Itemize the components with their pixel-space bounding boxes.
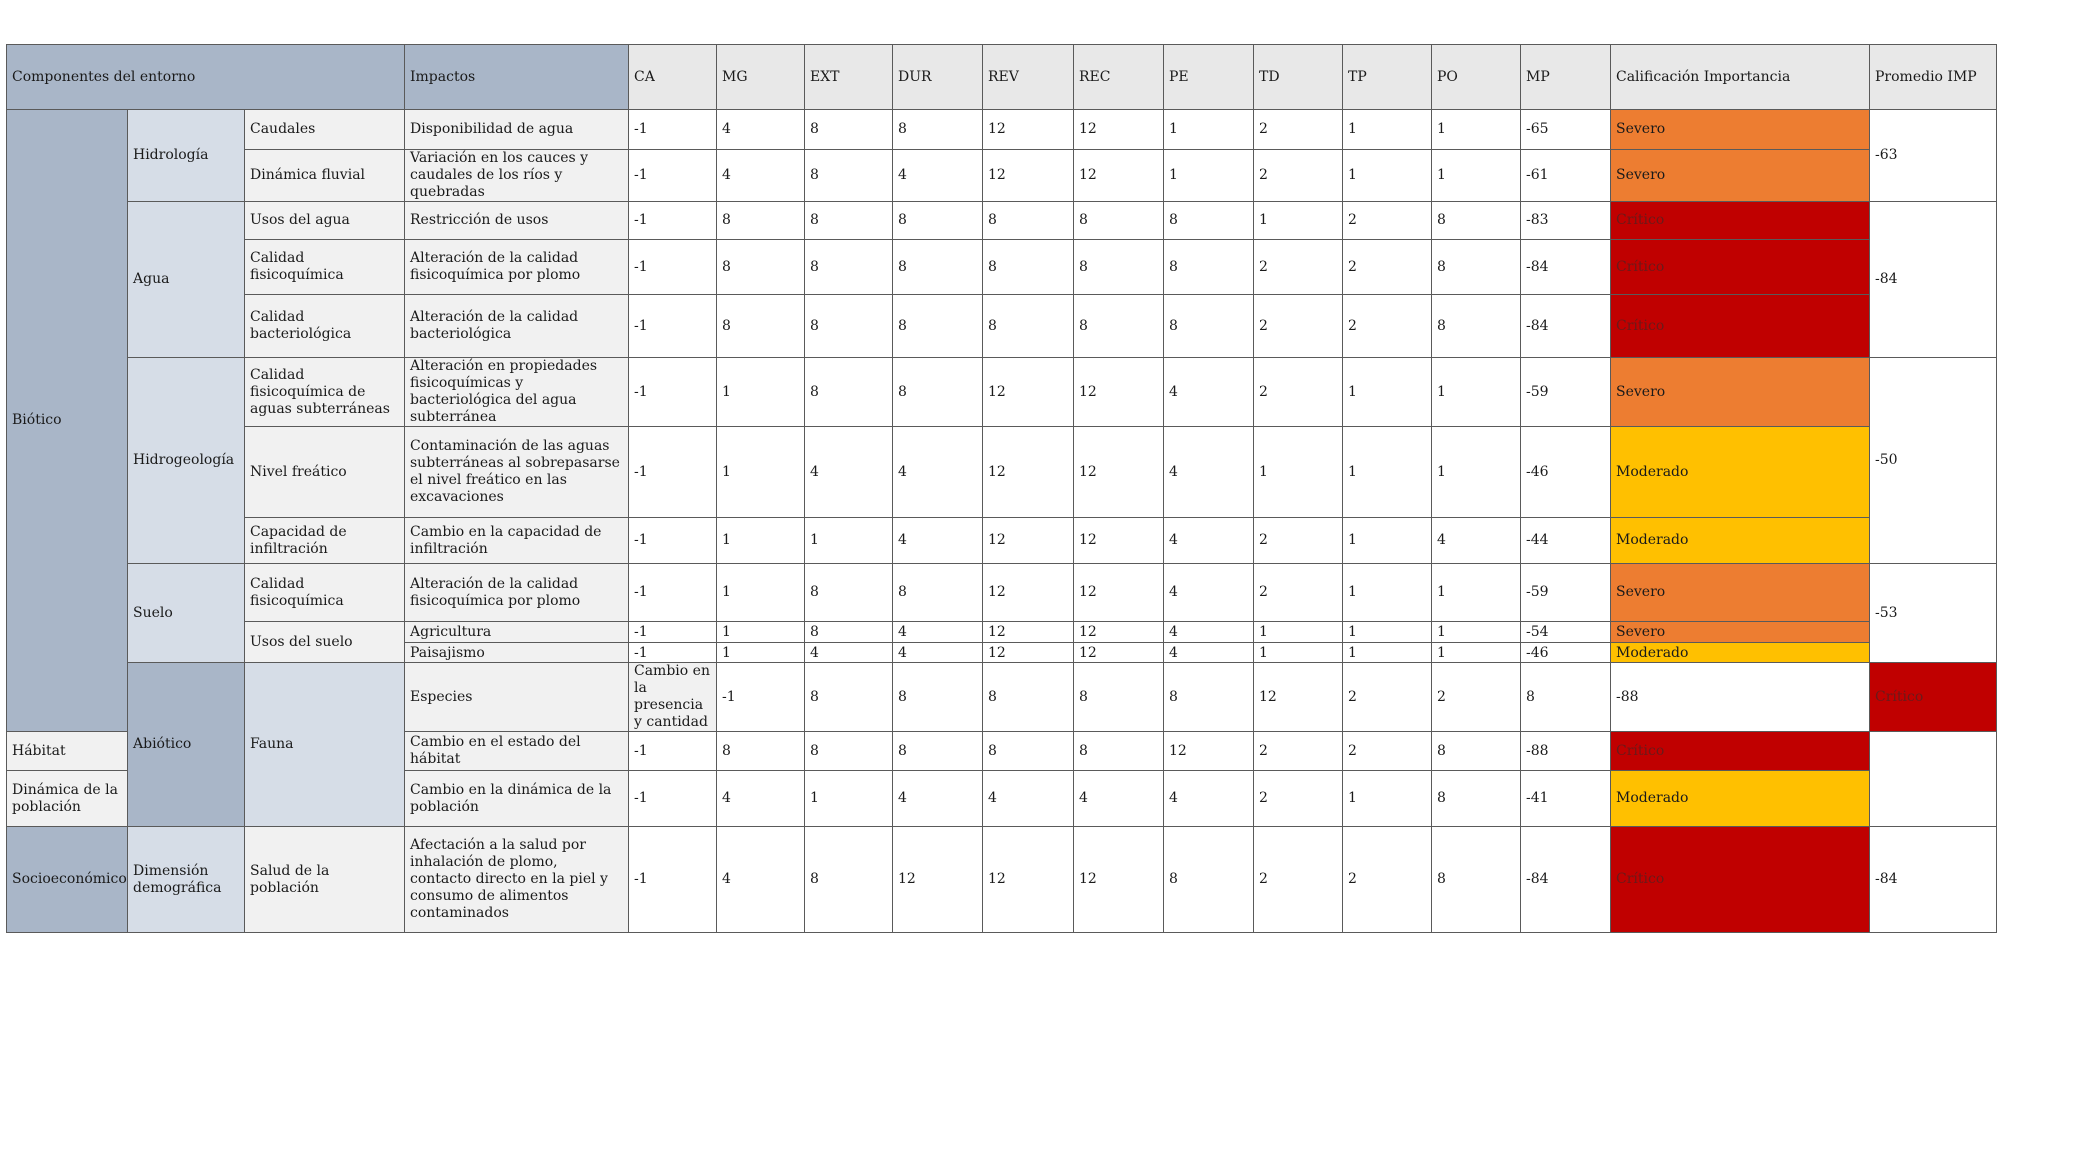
table-row: [7, 202, 1997, 240]
component-element: Capacidad de infiltración: [245, 518, 405, 564]
table-row: [7, 827, 1997, 933]
table-row: [7, 564, 1997, 622]
header-td: TD: [1254, 45, 1343, 110]
value-td: 1: [1254, 622, 1343, 643]
value-ext: 1: [805, 518, 893, 564]
value-ca: -1: [629, 518, 717, 564]
value-mg: 1: [717, 427, 805, 518]
value-ext: 8: [805, 110, 893, 150]
header-pe: PE: [1164, 45, 1254, 110]
value-mp: -61: [1521, 150, 1611, 202]
value-mp: -54: [1521, 622, 1611, 643]
value-ca: -1: [629, 150, 717, 202]
value-mg: 8: [717, 732, 805, 771]
value-mg: 8: [717, 240, 805, 295]
value-pe: 4: [1164, 358, 1254, 427]
value-td: 2: [1254, 150, 1343, 202]
value-rev: 8: [983, 295, 1074, 358]
value-rev: 12: [983, 358, 1074, 427]
value-tp: 1: [1343, 427, 1432, 518]
value-ca: -1: [629, 732, 717, 771]
component-subcategory: Agua: [128, 202, 245, 358]
header-rev: REV: [983, 45, 1074, 110]
value-rec: 12: [1074, 110, 1164, 150]
value-po: 8: [1432, 771, 1521, 827]
value-ca: -1: [629, 358, 717, 427]
value-mg: 1: [717, 622, 805, 643]
impact-description: Alteración de la calidad fisicoquímica por plomo: [405, 240, 629, 295]
value-rec: 12: [1074, 427, 1164, 518]
value-rev: 12: [983, 564, 1074, 622]
importance-rating-badge: Moderado: [1611, 427, 1870, 518]
component-element: Calidad fisicoquímica de aguas subterráneas: [245, 358, 405, 427]
value-mp: -83: [1521, 202, 1611, 240]
value-ext: 4: [805, 427, 893, 518]
value-rec: 12: [1074, 643, 1164, 663]
value-ca: -1: [629, 643, 717, 663]
value-dur: 12: [893, 827, 983, 933]
value-mp: -84: [1521, 827, 1611, 933]
value-rec: 8: [1164, 663, 1254, 732]
value-mp: -65: [1521, 110, 1611, 150]
value-ext: 4: [805, 643, 893, 663]
value-rec: 12: [1074, 150, 1164, 202]
value-dur: 8: [893, 240, 983, 295]
header-ext: EXT: [805, 45, 893, 110]
header-impacts: Impactos: [405, 45, 629, 110]
header-components: Componentes del entorno: [7, 45, 405, 110]
average-importance: -84: [1870, 827, 1997, 933]
value-mg: 1: [717, 518, 805, 564]
value-mg: 1: [717, 358, 805, 427]
component-category: Biótico: [7, 110, 128, 732]
value-dur: 8: [893, 732, 983, 771]
value-tp: 2: [1432, 663, 1521, 732]
value-ca: -1: [629, 622, 717, 643]
header-rec: REC: [1074, 45, 1164, 110]
value-td: 1: [1254, 643, 1343, 663]
value-mp: -59: [1521, 564, 1611, 622]
value-rec: 12: [1074, 827, 1164, 933]
value-dur: 4: [893, 643, 983, 663]
component-element: Calidad fisicoquímica: [245, 240, 405, 295]
value-dur: 4: [893, 518, 983, 564]
importance-rating-badge: Crítico: [1611, 202, 1870, 240]
header-tp: TP: [1343, 45, 1432, 110]
table-row: [7, 150, 1997, 202]
importance-rating-badge: Crítico: [1611, 732, 1870, 771]
value-pe: 8: [1164, 202, 1254, 240]
component-element: Nivel freático: [245, 427, 405, 518]
header-mg: MG: [717, 45, 805, 110]
importance-rating-badge: Moderado: [1611, 518, 1870, 564]
table-row: [7, 518, 1997, 564]
value-mp: -59: [1521, 358, 1611, 427]
value-td: 2: [1254, 240, 1343, 295]
value-td: 2: [1254, 295, 1343, 358]
value-ext: 8: [805, 295, 893, 358]
value-tp: 2: [1343, 732, 1432, 771]
table-row: [7, 427, 1997, 518]
value-ext: 8: [893, 663, 983, 732]
header-row: [7, 45, 1997, 110]
value-ext: 8: [805, 732, 893, 771]
header-rating: Calificación Importancia: [1611, 45, 1870, 110]
value-mp: -44: [1521, 518, 1611, 564]
component-subcategory: Fauna: [245, 663, 405, 827]
value-mp: -84: [1521, 295, 1611, 358]
value-mp: -88: [1611, 663, 1870, 732]
value-tp: 1: [1343, 622, 1432, 643]
value-po: 8: [1432, 827, 1521, 933]
value-mg: 4: [717, 110, 805, 150]
header-ca: CA: [629, 45, 717, 110]
component-subcategory: Hidrogeología: [128, 358, 245, 564]
value-ca: -1: [629, 564, 717, 622]
value-rev: 4: [983, 771, 1074, 827]
importance-rating-badge: Moderado: [1611, 771, 1870, 827]
average-importance: -63: [1870, 110, 1997, 202]
value-td: 2: [1254, 827, 1343, 933]
value-mg: 8: [717, 295, 805, 358]
value-tp: 2: [1343, 202, 1432, 240]
table-row: [7, 663, 1997, 732]
value-ca: -1: [629, 240, 717, 295]
value-tp: 2: [1343, 295, 1432, 358]
value-ext: 8: [805, 827, 893, 933]
value-po: 8: [1432, 732, 1521, 771]
importance-rating-badge: Moderado: [1611, 643, 1870, 663]
value-rec: 4: [1074, 771, 1164, 827]
importance-rating-badge: Severo: [1611, 358, 1870, 427]
impact-description: Cambio en la presencia y cantidad: [629, 663, 717, 732]
value-rec: 12: [1074, 622, 1164, 643]
impact-description: Contaminación de las aguas subterráneas al sobrepasarse el nivel freático en las excavaciones: [405, 427, 629, 518]
value-pe: 4: [1164, 643, 1254, 663]
value-mg: 4: [717, 771, 805, 827]
value-td: 2: [1254, 564, 1343, 622]
value-tp: 1: [1343, 150, 1432, 202]
component-subcategory: Suelo: [128, 564, 245, 663]
value-mg: 1: [717, 564, 805, 622]
value-rec: 8: [1074, 240, 1164, 295]
impact-description: Variación en los cauces y caudales de los ríos y quebradas: [405, 150, 629, 202]
value-rev: 12: [983, 110, 1074, 150]
value-pe: 12: [1254, 663, 1343, 732]
value-pe: 4: [1164, 427, 1254, 518]
value-pe: 8: [1164, 240, 1254, 295]
value-rev: 12: [983, 827, 1074, 933]
matrix-body: [7, 110, 1997, 933]
average-importance: -84: [1870, 202, 1997, 358]
importance-rating-badge: Crítico: [1611, 295, 1870, 358]
value-tp: 1: [1343, 643, 1432, 663]
value-tp: 2: [1343, 827, 1432, 933]
component-element: Salud de la población: [245, 827, 405, 933]
value-rec: 12: [1074, 518, 1164, 564]
importance-rating-badge: Crítico: [1611, 827, 1870, 933]
value-rev: 12: [983, 427, 1074, 518]
value-po: 1: [1432, 643, 1521, 663]
table-row: [7, 358, 1997, 427]
table-row: [7, 110, 1997, 150]
value-mp: -46: [1521, 643, 1611, 663]
importance-rating-badge: Severo: [1611, 564, 1870, 622]
value-po: 8: [1432, 295, 1521, 358]
component-element: Especies: [405, 663, 629, 732]
value-rec: 8: [1074, 202, 1164, 240]
value-po: 4: [1432, 518, 1521, 564]
average-importance: -53: [1870, 564, 1997, 663]
value-mg: 8: [805, 663, 893, 732]
value-po: 1: [1432, 427, 1521, 518]
impact-description: Cambio en la dinámica de la población: [405, 771, 629, 827]
impact-description: Alteración de la calidad bacteriológica: [405, 295, 629, 358]
value-po: 8: [1521, 663, 1611, 732]
value-rev: 12: [983, 150, 1074, 202]
value-dur: 4: [893, 622, 983, 643]
value-rev: 8: [983, 732, 1074, 771]
average-importance: -50: [1870, 358, 1997, 564]
value-mp: -84: [1521, 240, 1611, 295]
value-ext: 8: [805, 564, 893, 622]
value-mg: 4: [717, 827, 805, 933]
impact-description: Cambio en la capacidad de infiltración: [405, 518, 629, 564]
importance-rating-badge: Severo: [1611, 622, 1870, 643]
value-po: 1: [1432, 622, 1521, 643]
impact-description: Alteración en propiedades fisicoquímicas y bacteriológica del agua subterránea: [405, 358, 629, 427]
value-dur: 8: [893, 358, 983, 427]
component-element: Usos del agua: [245, 202, 405, 240]
value-po: 1: [1432, 110, 1521, 150]
value-rec: 12: [1074, 358, 1164, 427]
component-element: Calidad fisicoquímica: [245, 564, 405, 622]
importance-matrix-table: [6, 44, 1997, 933]
value-pe: 4: [1164, 622, 1254, 643]
value-tp: 1: [1343, 518, 1432, 564]
value-tp: 1: [1343, 564, 1432, 622]
value-dur: 4: [893, 427, 983, 518]
table-row: [7, 295, 1997, 358]
value-tp: 1: [1343, 358, 1432, 427]
component-element: Dinámica fluvial: [245, 150, 405, 202]
component-element: Hábitat: [7, 732, 128, 771]
component-category: Socioeconómico: [7, 827, 128, 933]
value-dur: 8: [893, 564, 983, 622]
value-td: 2: [1254, 110, 1343, 150]
importance-rating-badge: Crítico: [1611, 240, 1870, 295]
value-mp: -46: [1521, 427, 1611, 518]
value-ca: -1: [629, 827, 717, 933]
value-rev: 8: [1074, 663, 1164, 732]
table-row: [7, 622, 1997, 643]
value-dur: 8: [893, 202, 983, 240]
impact-description: Restricción de usos: [405, 202, 629, 240]
value-ext: 8: [805, 240, 893, 295]
impact-description: Disponibilidad de agua: [405, 110, 629, 150]
importance-rating-badge: Crítico: [1870, 663, 1997, 732]
value-rec: 8: [1074, 732, 1164, 771]
header-dur: DUR: [893, 45, 983, 110]
value-pe: 1: [1164, 150, 1254, 202]
value-po: 8: [1432, 202, 1521, 240]
value-pe: 4: [1164, 564, 1254, 622]
value-td: 2: [1254, 771, 1343, 827]
impact-description: Cambio en el estado del hábitat: [405, 732, 629, 771]
value-td: 1: [1254, 202, 1343, 240]
component-element: Dinámica de la población: [7, 771, 128, 827]
value-mg: 1: [717, 643, 805, 663]
value-mg: 4: [717, 150, 805, 202]
impact-description: Afectación a la salud por inhalación de plomo, contacto directo en la piel y consumo de alimentos contaminados: [405, 827, 629, 933]
impact-description: Agricultura: [405, 622, 629, 643]
value-ca: -1: [629, 427, 717, 518]
header-mp: MP: [1521, 45, 1611, 110]
importance-rating-badge: Severo: [1611, 110, 1870, 150]
value-tp: 2: [1343, 240, 1432, 295]
value-dur: 4: [893, 150, 983, 202]
value-ca: -1: [629, 771, 717, 827]
value-rev: 12: [983, 643, 1074, 663]
value-ca: -1: [629, 110, 717, 150]
header-avg: Promedio IMP: [1870, 45, 1997, 110]
impact-description: Paisajismo: [405, 643, 629, 663]
value-mp: -41: [1521, 771, 1611, 827]
value-dur: 8: [893, 295, 983, 358]
value-tp: 1: [1343, 110, 1432, 150]
component-subcategory: Dimensión demográfica: [128, 827, 245, 933]
value-rev: 12: [983, 622, 1074, 643]
value-po: 8: [1432, 240, 1521, 295]
value-ext: 1: [805, 771, 893, 827]
impact-description: Alteración de la calidad fisicoquímica por plomo: [405, 564, 629, 622]
value-mg: 8: [717, 202, 805, 240]
value-mp: -88: [1521, 732, 1611, 771]
value-dur: 8: [983, 663, 1074, 732]
value-pe: 4: [1164, 771, 1254, 827]
value-td: 2: [1254, 518, 1343, 564]
value-pe: 1: [1164, 110, 1254, 150]
table-row: [7, 240, 1997, 295]
value-dur: 4: [893, 771, 983, 827]
value-ca: -1: [717, 663, 805, 732]
value-ca: -1: [629, 295, 717, 358]
value-po: 1: [1432, 150, 1521, 202]
value-dur: 8: [893, 110, 983, 150]
value-pe: 8: [1164, 827, 1254, 933]
value-td: 2: [1254, 358, 1343, 427]
value-po: 1: [1432, 358, 1521, 427]
value-ext: 8: [805, 150, 893, 202]
component-category: Abiótico: [128, 663, 245, 827]
value-rev: 12: [983, 518, 1074, 564]
value-ext: 8: [805, 622, 893, 643]
value-td: 2: [1343, 663, 1432, 732]
value-rev: 8: [983, 202, 1074, 240]
value-ext: 8: [805, 358, 893, 427]
value-td: 2: [1254, 732, 1343, 771]
importance-rating-badge: Severo: [1611, 150, 1870, 202]
value-pe: 4: [1164, 518, 1254, 564]
component-subcategory: Hidrología: [128, 110, 245, 202]
header-po: PO: [1432, 45, 1521, 110]
component-element: Calidad bacteriológica: [245, 295, 405, 358]
value-pe: 8: [1164, 295, 1254, 358]
value-ext: 8: [805, 202, 893, 240]
value-rec: 12: [1074, 564, 1164, 622]
component-element: Usos del suelo: [245, 622, 405, 663]
value-td: 1: [1254, 427, 1343, 518]
value-rec: 8: [1074, 295, 1164, 358]
value-ca: -1: [629, 202, 717, 240]
value-po: 1: [1432, 564, 1521, 622]
value-pe: 12: [1164, 732, 1254, 771]
value-tp: 1: [1343, 771, 1432, 827]
value-rev: 8: [983, 240, 1074, 295]
component-element: Caudales: [245, 110, 405, 150]
